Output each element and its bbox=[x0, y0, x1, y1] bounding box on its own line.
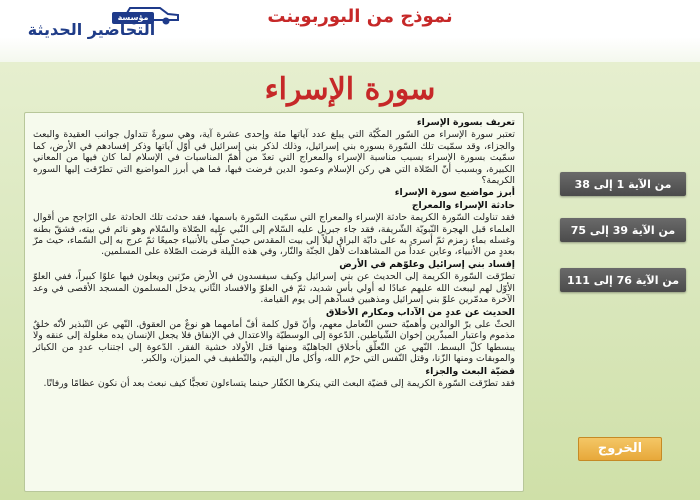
section-heading: قضيّة البعث والجزاء bbox=[425, 365, 515, 377]
section-body: الحثّ على برّ الوالدين وأهميّة حسن التّعامل معهم، وأنّ قول كلمة أفّ أمامهما هو نوعٌ من العقوق. النّهي عن التّبذير لأنّه خلقٌ مذموم واعتبار المبذّرين إخوان الشّياطين. الدّعوة إلى الوسطيّة والاعتدال في الإنفاق فلا يجعل الإنسان يده مغلولة إلى عنقه ولا يبسطها كلّ البسط. النّهي عن التّعلّق بأخلاق الجاهليّة ومنها قتل الأولاد خشية الفقر. الدّعوة إلى اجتناب عددٍ من الكبائر والموبقات ومنها الزّنا، وقتل النّفس التي حرّم الله، وأكل مال اليتيم، والتّطفيف في الميزان، والكبر. bbox=[33, 318, 515, 365]
page-title: نموذج من البوربوينت bbox=[267, 6, 453, 27]
section-heading: أبرز مواضيع سورة الإسراء bbox=[394, 187, 515, 199]
exit-button[interactable]: الخروج bbox=[578, 437, 662, 461]
section-heading: إفساد بني إسرائيل وعلوّهم في الأرض bbox=[339, 258, 515, 270]
section-heading: تعريف بسورة الإسراء bbox=[416, 117, 515, 128]
section-heading: الحديث عن عددٍ من الآداب ومكارم الأخلاق bbox=[325, 306, 515, 318]
logo-text: التحاضير الحديثة bbox=[27, 20, 156, 39]
logo bbox=[2, 2, 192, 42]
verses-39-75-button[interactable]: من الآية 39 إلى 75 bbox=[560, 218, 686, 242]
section-heading: حادثة الإسراء والمعراج bbox=[411, 199, 515, 211]
section-body: فقد تطرّقت السّورة الكريمة إلى قضيّة البعث التي ينكرها الكفّار حينما يتساءلون تعجبًّا كيف نبعث بعد أن نكون عظامًا ورفاتًا. bbox=[43, 377, 515, 389]
surah-title: سورة الإسراء bbox=[264, 72, 436, 107]
section-body: تعتبر سورة الإسراء من السّور المكّيّة التي يبلغ عدد آياتها مئة وإحدى عشرة آية، وهي سورةٌ تتداول جوانب العقيدة والبعث والجزاء، وقد سمّيت تلك السّورة بسوره بني إسرائيل، وذلك لذكر بني إسرائيل في أوّل آياتها وذكر إفسادهم في الأرض، كما سمّيت بسورة الإسراء بسبب مناسبة الإسراء والمعراج التي تعدّ من أهمّ المناسبات في الإسلام لما كان فيها من المعاني الكبيرة، وبسبب أنّ الصّلاة التي هي ركن الإسلام وعمود الدين فرضت فيها، فما هي أبرز المواضيع التي تطرّقت إليها السوره الكريمة؟ bbox=[33, 129, 515, 187]
logo-badge: مؤسسة bbox=[112, 12, 154, 24]
header-bar bbox=[0, 0, 700, 62]
slide-area bbox=[0, 62, 700, 500]
content-textbox[interactable] bbox=[24, 112, 524, 492]
section-body: فقد تناولت السّورة الكريمة حادثة الإسراء والمعراج التي سمّيت السّورة باسمها، فقد حدثت تلك الحادثة على الرّاجح من أقوال العلماء قبل الهجرة النّبويّة الشّريفة، فقد جاء جبريل عليه السّلام إلى النّبي عليه الصّلاة والسّلام وهو نائم في بيته، فشقّ بطنه وغسله بماء زمزم ثمّ أسرى به على دابّة البراق ليلاً إلى بيت المقدس حيث صلّى بالأنبياء جميعًا ثمّ عرج به إلى السّماء، حيث مرّ بعددٍ من الأنبياء، وعاين عدداً من المشاهدات لأهل الجنّة والنّار، وفي هذه اللّيلة فرضت الصّلاة على المسلمين. bbox=[33, 212, 515, 258]
section-body: تطرّقت السّورة الكريمة إلى الحديث عن بني إسرائيل وكيف سيفسدون في الأرض مرّتين ويعلون فيها علوًا كبيراً، ففي العلوّ الأوّل لهم ليبعث الله عليهم عبادًا له أولي بأسٍ شديد، ثمّ في العلوّ والافساد الثّاني يدخل المسلمون المسجد الأقصى في وعد الآخرة مدمّرين علوّ بني إسرائيل ومذهبين فسادهم إلى يوم القيامة. bbox=[33, 271, 515, 306]
verses-76-111-button[interactable]: من الآية 76 إلى 111 bbox=[560, 268, 686, 292]
verses-1-38-button[interactable]: من الآية 1 إلى 38 bbox=[560, 172, 686, 196]
